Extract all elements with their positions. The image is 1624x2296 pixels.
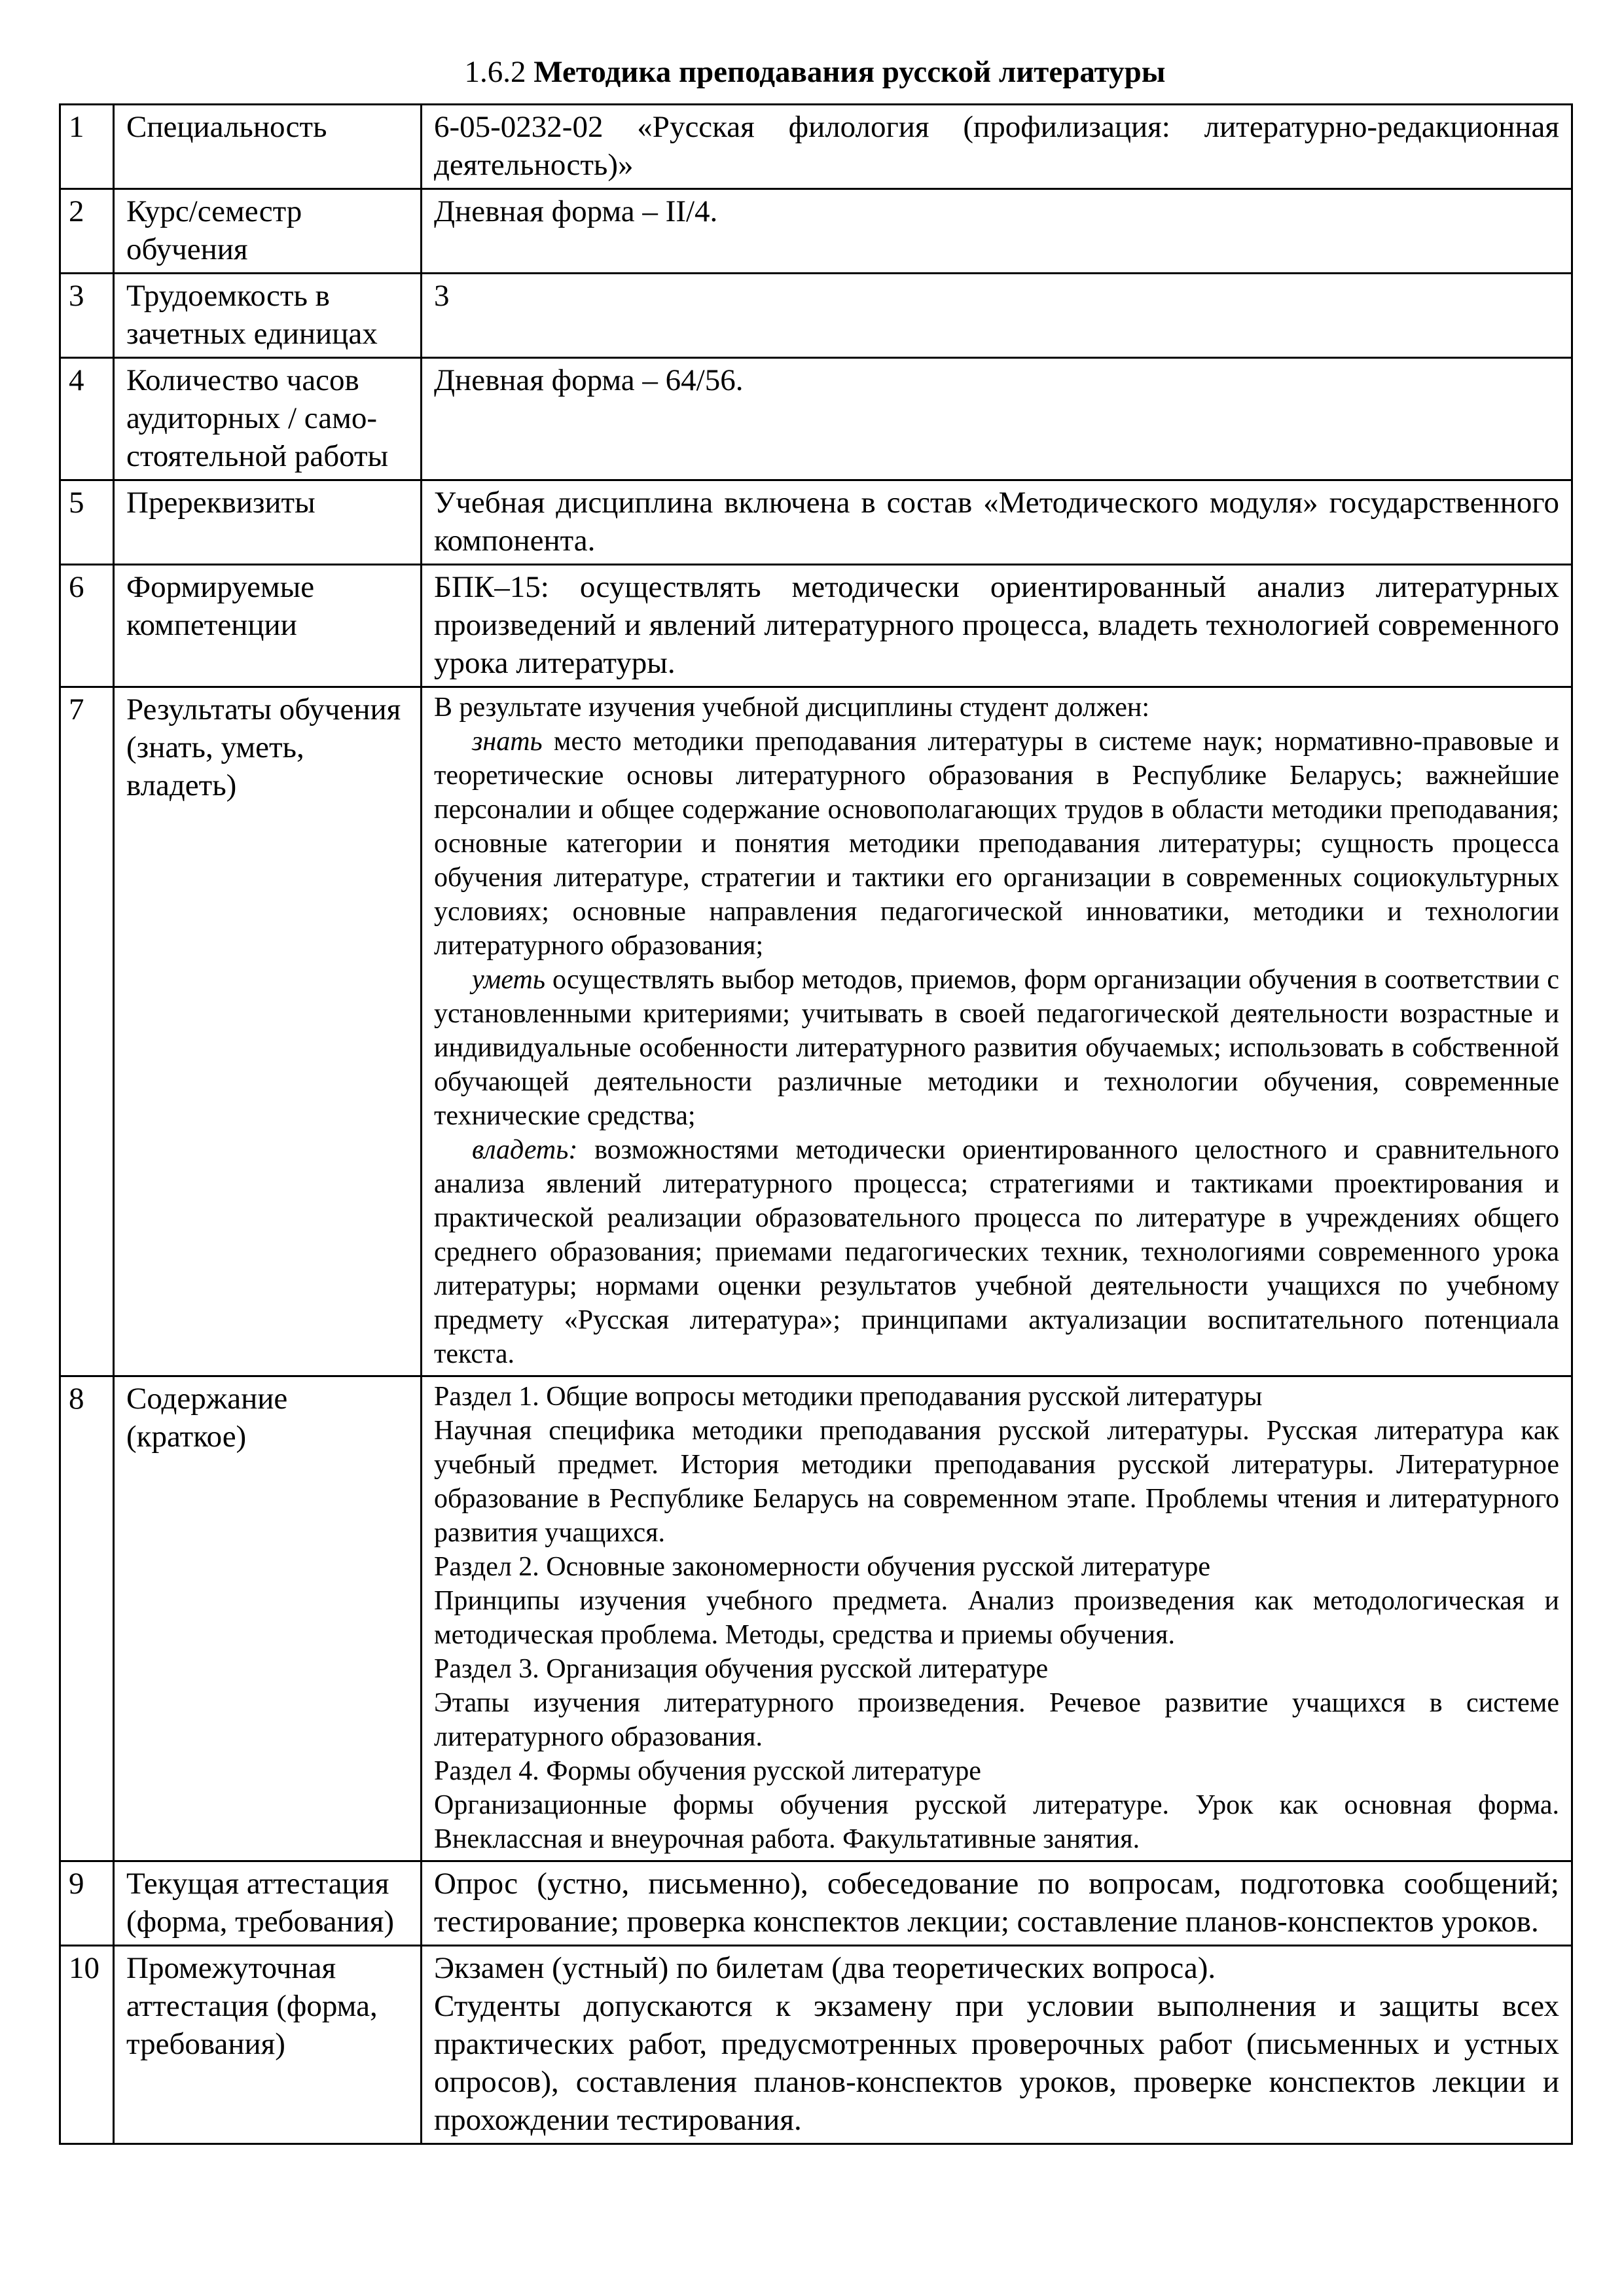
row-label: Трудоемкость в зачетных единицах	[114, 274, 422, 358]
row-number: 5	[60, 480, 114, 565]
outcome-know	[434, 725, 1559, 963]
row-value: Учебная дисциплина включена в состав «Методического модуля» государственного компонента.	[422, 480, 1572, 565]
outcomes-intro: В результате изучения учебной дисциплины студент должен:	[434, 692, 1149, 723]
outcome-own	[434, 1133, 1559, 1371]
section-body: Научная специфика методики преподавания русской литературы. Русская литература как учебный предмет. История методики преподавания русской литературы. Литературное образование в Республике Беларусь на современном этапе. Проблемы чтения и литературного развития учащихся.	[434, 1416, 1559, 1548]
learning-outcomes-cell	[422, 687, 1572, 1376]
content-cell	[422, 1376, 1572, 1861]
row-number: 9	[60, 1861, 114, 1946]
row-label: Специальность	[114, 105, 422, 189]
row-label: Количество часов аудиторных / само-стоятельной работы	[114, 358, 422, 480]
row-label: Результаты обучения (знать, уметь, владеть)	[114, 687, 422, 1376]
section-body: Организационные формы обучения русской литературе. Урок как основная форма. Внеклассная и внеурочная работа. Факультативные занятия.	[434, 1790, 1559, 1854]
table-row	[60, 687, 1572, 1376]
row-number: 6	[60, 565, 114, 687]
title-text: Методика преподавания русской литературы	[533, 55, 1166, 89]
course-info-table	[59, 103, 1573, 2145]
row-value: БПК–15: осуществлять методически ориентированный анализ литературных произведений и явлений литературного процесса, владеть технологией современного урока литературы.	[422, 565, 1572, 687]
row-label: Курс/семестр обучения	[114, 189, 422, 274]
outcome-can-text: осуществлять выбор методов, приемов, форм организации обучения в соответствии с установленными критериями; учитывать в своей педагогической деятельности возрастные и индивидуальные особенности литературного развития обучаемых; использовать в собственной обучающей деятельности различные методики и технологии обучения, современные технические средства;	[434, 965, 1559, 1131]
row-label: Промежуточная аттестация (форма, требования)	[114, 1946, 422, 2144]
section-body: Принципы изучения учебного предмета. Анализ произведения как методологическая и методическая проблема. Методы, средства и приемы обучения.	[434, 1586, 1559, 1650]
page-title	[59, 52, 1571, 92]
outcome-own-term: владеть:	[472, 1135, 578, 1165]
section-heading: Раздел 3. Организация обучения русской литературе	[434, 1654, 1049, 1684]
outcome-can-term: уметь	[472, 965, 545, 995]
table-row	[60, 565, 1572, 687]
row-number: 10	[60, 1946, 114, 2144]
title-number: 1.6.2	[464, 55, 526, 89]
section-heading: Раздел 1. Общие вопросы методики преподавания русской литературы	[434, 1382, 1263, 1412]
section-heading: Раздел 2. Основные закономерности обучения русской литературе	[434, 1552, 1211, 1582]
row-label: Текущая аттестация (форма, требования)	[114, 1861, 422, 1946]
table-row	[60, 1376, 1572, 1861]
table-row	[60, 105, 1572, 189]
table-row	[60, 358, 1572, 480]
exam-requirements: Студенты допускаются к экзамену при условии выполнения и защиты всех практических работ, предусмотренных проверочных работ (письменных и устных опросов), составления планов-конспектов уроков, проверке конспектов лекции и прохождении тестирования.	[434, 1989, 1559, 2137]
row-value: 6-05-0232-02 «Русская филология (профилизация: литературно-редакционная деятельность)»	[422, 105, 1572, 189]
row-label: Пререквизиты	[114, 480, 422, 565]
outcome-know-term: знать	[472, 726, 543, 757]
table-row	[60, 1946, 1572, 2144]
outcome-own-text: возможностями методически ориентированного целостного и сравнительного анализа явлений литературного процесса; стратегиями и тактиками проектирования и практической реализации образовательного процесса по литературе в учреждениях общего среднего образования; приемами педагогических техник, технологиями современного урока литературы; нормами оценки результатов учебной деятельности учащихся по учебному предмету «Русская литература»; принципами актуализации воспитательного потенциала текста.	[434, 1135, 1559, 1369]
exam-cell	[422, 1946, 1572, 2144]
table-row	[60, 1861, 1572, 1946]
outcome-can	[434, 963, 1559, 1133]
row-number: 8	[60, 1376, 114, 1861]
row-label: Формируемые компетенции	[114, 565, 422, 687]
row-number: 1	[60, 105, 114, 189]
section-heading: Раздел 4. Формы обучения русской литературе	[434, 1756, 981, 1786]
row-number: 3	[60, 274, 114, 358]
row-number: 2	[60, 189, 114, 274]
row-value: Опрос (устно, письменно), собеседование по вопросам, подготовка сообщений; тестирование; проверка конспектов лекции; составление планов-конспектов уроков.	[422, 1861, 1572, 1946]
row-value: Дневная форма – II/4.	[422, 189, 1572, 274]
document-page	[59, 39, 1571, 2145]
table-row	[60, 274, 1572, 358]
section-body: Этапы изучения литературного произведения. Речевое развитие учащихся в системе литературного образования.	[434, 1688, 1559, 1752]
row-value: 3	[422, 274, 1572, 358]
row-number: 4	[60, 358, 114, 480]
exam-format: Экзамен (устный) по билетам (два теоретических вопроса).	[434, 1951, 1216, 1985]
table-row	[60, 480, 1572, 565]
outcome-know-text: место методики преподавания литературы в системе наук; нормативно-правовые и теоретические основы литературного образования в Республике Беларусь; важнейшие персоналии и общее содержание основополагающих трудов в области методики преподавания; основные категории и понятия методики преподавания литературы; сущность процесса обучения литературе, стратегии и тактики его организации в современных социокультурных условиях; основные направления педагогической инноватики, методики и технологии литературного образования;	[434, 726, 1559, 961]
table-row	[60, 189, 1572, 274]
row-label: Содержание (краткое)	[114, 1376, 422, 1861]
row-value: Дневная форма – 64/56.	[422, 358, 1572, 480]
row-number: 7	[60, 687, 114, 1376]
